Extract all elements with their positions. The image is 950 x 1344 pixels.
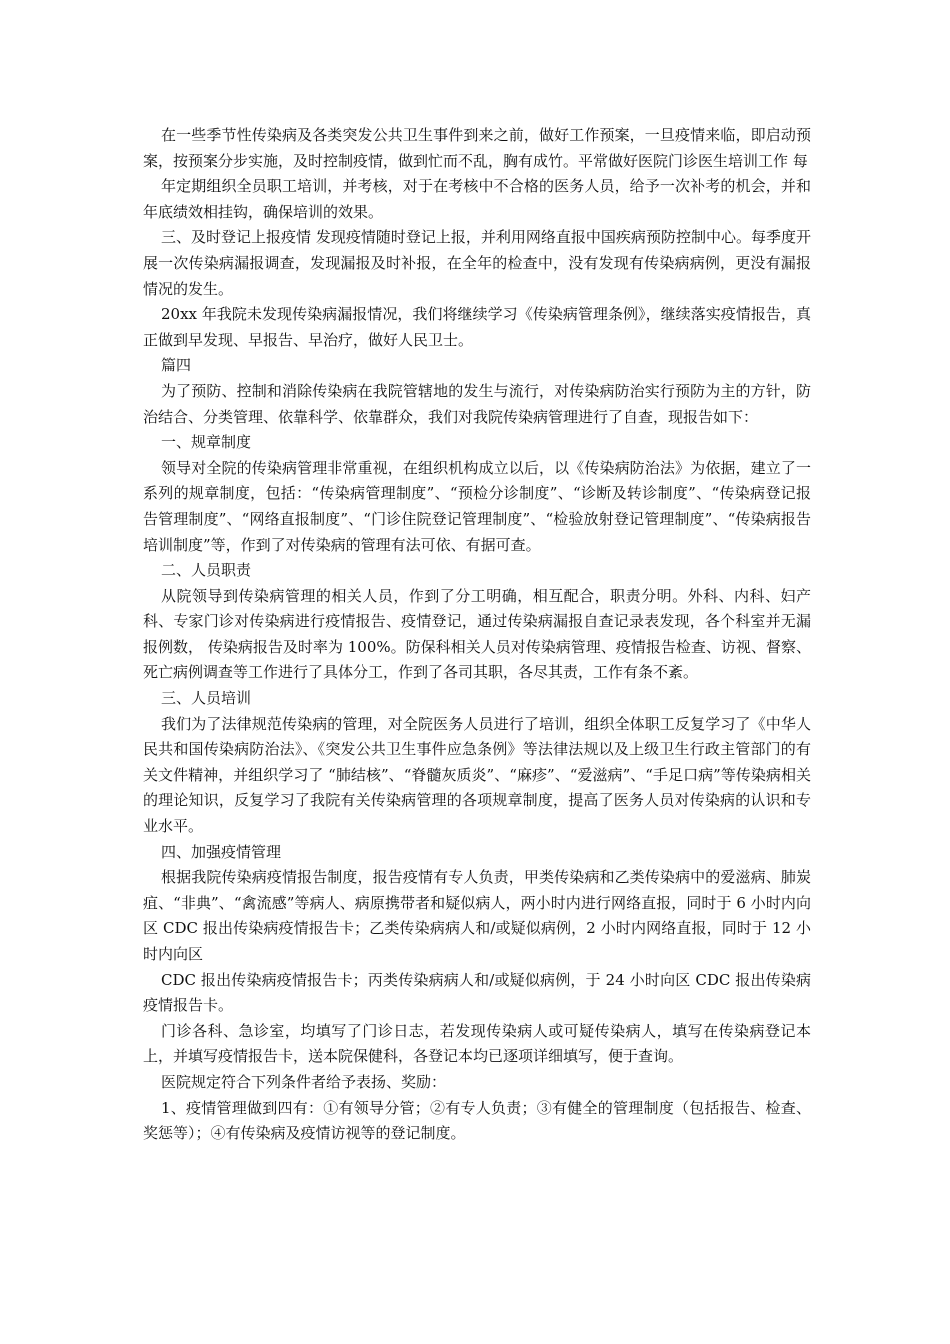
paragraph: 从院领导到传染病管理的相关人员，作到了分工明确，相互配合，职责分明。外科、内科、妇产科、专家门诊对传染病进行疫情报告、疫情登记，通过传染病漏报自查记录表发现，各个科室并无漏报例数， 传染病报告及时率为 100%。防保科相关人员对传染病管理、疫情报告检查、访视、督察、死亡病例调查等工作进行了具体分工，作到了各司其职，各尽其责，工作有条不紊。 [143,586,811,682]
paragraph: 在一些季节性传染病及各类突发公共卫生事件到来之前，做好工作预案，一旦疫情来临，即启动预案，按预案分步实施，及时控制疫情，做到忙而不乱，胸有成竹。平常做好医院门诊医生培训工作 每 [143,126,811,170]
section-heading: 三、人员培训 [161,689,252,708]
section-heading: 一、规章制度 [161,433,252,452]
paragraph: 根据我院传染病疫情报告制度，报告疫情有专人负责，甲类传染病和乙类传染病中的爱滋病、肺炭疽、“非典”、“禽流感”等病人、病原携带者和疑似病人，两小时内进行网络直报，同时于 6 小时内向区 CDC 报出传染病疫情报告卡；乙类传染病病人和/或疑似病例，2 小时内网络直报，同时于 12 小时内向区 [143,868,811,963]
paragraph: 门诊各科、急诊室，均填写了门诊日志，若发现传染病人或可疑传染病人，填写在传染病登记本上，并填写疫情报告卡，送本院保健科，各登记本均已逐项详细填写，便于查询。 [143,1021,811,1066]
paragraph: 年定期组织全员职工培训，并考核，对于在考核中不合格的医务人员，给予一次补考的机会，并和年底绩效相挂钩，确保培训的效果。 [143,177,811,221]
paragraph: 三、及时登记上报疫情 发现疫情随时登记上报，并利用网络直报中国疾病预防控制中心。每季度开展一次传染病漏报调查，发现漏报及时补报，在全年的检查中，没有发现有传染病病例，更没有漏报情况的发生。 [143,228,811,298]
paragraph: 领导对全院的传染病管理非常重视，在组织机构成立以后，以《传染病防治法》为依据，建立了一系列的规章制度，包括：“传染病管理制度”、“预检分诊制度”、“诊断及转诊制度”、“传染病登记报告管理制度”、“网络直报制度”、“门诊住院登记管理制度”、“检验放射登记管理制度”、“传染病报告培训制度”等，作到了对传染病的管理有法可依、有据可查。 [143,458,811,554]
paragraph: 医院规定符合下列条件者给予表扬、奖励： [161,1072,447,1091]
paragraph: 1、疫情管理做到四有：①有领导分管；②有专人负责；③有健全的管理制度（包括报告、检查、奖惩等）；④有传染病及疫情访视等的登记制度。 [143,1098,811,1143]
paragraph: CDC 报出传染病疫情报告卡；丙类传染病病人和/或疑似病例，于 24 小时向区 CDC 报出传染病疫情报告卡。 [143,970,811,1015]
document-body [143,123,811,1147]
section-heading: 四、加强疫情管理 [161,842,282,861]
section-heading: 篇四 [161,356,192,375]
paragraph: 我们为了法律规范传染病的管理，对全院医务人员进行了培训，组织全体职工反复学习了《中华人民共和国传染病防治法》、《突发公共卫生事件应急条例》等法律法规以及上级卫生行政主管部门的有关文件精神，并组织学习了 “肺结核”、“脊髓灰质炎”、“麻疹”、“爱滋病”、“手足口病”等传染病相关的理论知识，反复学习了我院有关传染病管理的各项规章制度，提高了医务人员对传染病的认识和专业水平。 [143,714,811,836]
paragraph: 为了预防、控制和消除传染病在我院管辖地的发生与流行，对传染病防治实行预防为主的方针，防治结合、分类管理、依靠科学、依靠群众，我们对我院传染病管理进行了自查，现报告如下： [143,381,811,426]
section-heading: 二、人员职责 [161,561,252,580]
paragraph: 20xx 年我院未发现传染病漏报情况，我们将继续学习《传染病管理条例》，继续落实疫情报告，真正做到早发现、早报告、早治疗，做好人民卫士。 [143,305,811,349]
